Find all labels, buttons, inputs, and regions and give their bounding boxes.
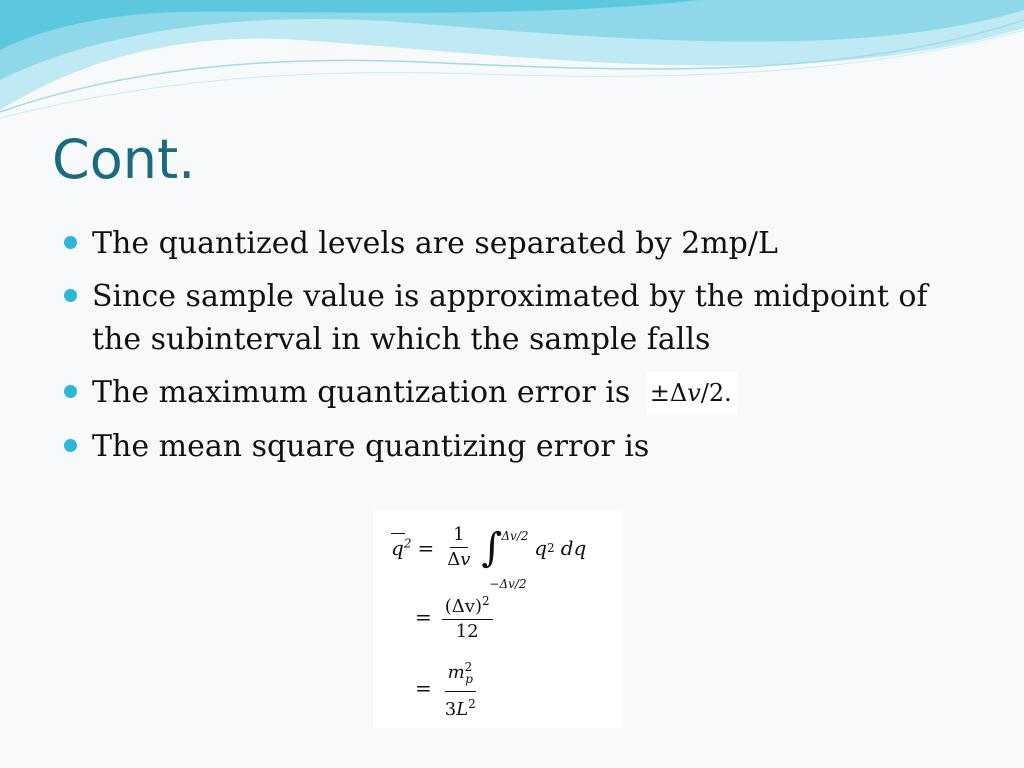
formula-line-2: = $\frac{(\Delta v)^2}{12}$ (415, 590, 497, 643)
bullet-item (62, 425, 982, 468)
bullet-text: The maximum quantization error is (92, 375, 631, 410)
slide-title: Cont. (52, 128, 196, 191)
bullet-item (62, 371, 982, 415)
mean-square-error-formula (373, 510, 623, 728)
bullet-item (62, 222, 982, 265)
bullet-text: Since sample value is approximated by the midpoint of the subinterval in which the sample falls (92, 279, 928, 357)
bullet-dot-icon (64, 289, 77, 302)
bullet-text: The quantized levels are separated by 2mp/L (92, 226, 778, 261)
bullet-dot-icon (64, 439, 77, 452)
formula-fraction-3: $\frac{m^2_p}{3L^2}$ (442, 656, 479, 721)
bullet-dot-icon (64, 385, 77, 398)
bullet-list (62, 222, 982, 478)
bullet-text: The mean square quantizing error is (92, 429, 650, 464)
formula-line-3: = $\frac{m^2_p}{3L^2}$ (415, 656, 483, 721)
formula-fraction-2: $\frac{(\Delta v)^2}{12}$ (442, 590, 493, 643)
integral-symbol: ∫ Δv/2 −Δv/2 (481, 524, 529, 591)
formula-fraction-1: $\frac{1}{\Delta v}$ (447, 524, 471, 570)
formula-lhs: $q^2$ (391, 535, 412, 560)
formula-line-1: $q^2$ = $\frac{1}{\Delta v}$ ∫ Δv/2 −Δv/2 q 2 dq (391, 524, 587, 591)
bullet-dot-icon (64, 236, 77, 249)
header-wave-decoration (0, 0, 1024, 130)
bullet-item (62, 275, 982, 361)
max-error-formula: ±Δv/2. (646, 372, 738, 415)
